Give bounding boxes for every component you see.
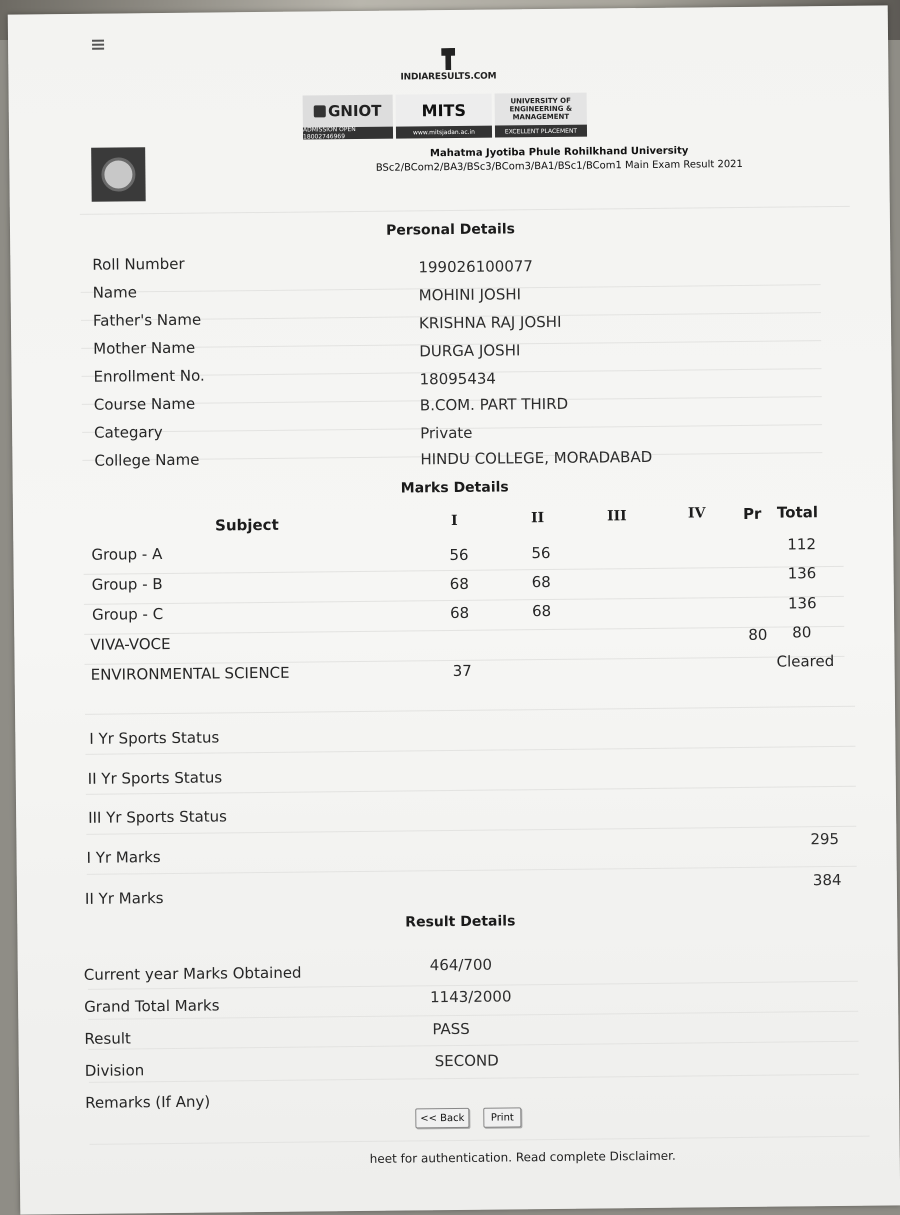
name-value: MOHINI JOSHI	[418, 285, 522, 305]
site-logo[interactable]	[398, 48, 498, 83]
result-details-title: Result Details	[405, 913, 516, 931]
course-name-value: B.COM. PART THIRD	[419, 394, 569, 415]
fathers-name-label: Father's Name	[92, 310, 202, 330]
personal-details-title: Personal Details	[385, 221, 515, 239]
university-name: Mahatma Jyotiba Phule Rohilkhand University	[429, 145, 689, 160]
subject-cell: Group - A	[91, 545, 163, 564]
ad-mits-name: MITS	[421, 100, 467, 120]
col-header-iii: III	[606, 508, 627, 525]
site-name: INDIARESULTS.COM	[400, 71, 497, 83]
col-header-iv: IV	[687, 505, 706, 522]
enrollment-label: Enrollment No.	[93, 366, 205, 386]
total-cell: Cleared	[776, 652, 835, 671]
sports-status-2-label: II Yr Sports Status	[87, 768, 223, 788]
ad-banners	[303, 93, 587, 140]
col-header-pr: Pr	[742, 504, 762, 523]
remarks-label: Remarks (If Any)	[85, 1092, 211, 1112]
mark-ii-cell: 68	[531, 601, 552, 621]
first-year-marks-value: 295	[810, 829, 840, 849]
col-header-i: I	[450, 512, 458, 530]
marks-details-title: Marks Details	[400, 479, 509, 497]
ad-mits[interactable]	[396, 94, 492, 139]
college-name-value: HINDU COLLEGE, MORADABAD	[420, 447, 653, 469]
menu-icon[interactable]	[92, 40, 104, 50]
current-year-marks-label: Current year Marks Obtained	[83, 963, 302, 984]
current-year-marks-value: 464/700	[429, 955, 493, 975]
site-logo-icon	[441, 48, 455, 70]
ad-mits-sub: www.mitsjadan.ac.in	[396, 126, 492, 139]
mark-i-cell: 37	[452, 661, 472, 681]
college-name-label: College Name	[94, 450, 200, 470]
course-name-label: Course Name	[93, 394, 196, 414]
division-label: Division	[84, 1061, 145, 1080]
second-year-marks-value: 384	[812, 870, 842, 890]
mark-i-cell: 56	[449, 545, 469, 565]
col-header-total: Total	[776, 503, 819, 522]
ad-gniot-name: GNIOT	[327, 101, 382, 121]
total-cell: 80	[792, 623, 812, 642]
ad-gniot-sub: ADMISSION OPEN 18002746969	[303, 127, 393, 140]
subject-cell: Group - B	[91, 575, 163, 594]
ad-gniot[interactable]	[303, 95, 393, 140]
roll-number-value: 199026100077	[418, 257, 534, 277]
result-sheet	[8, 5, 900, 1214]
ad-uem-name: UNIVERSITY OF ENGINEERING & MANAGEMENT	[509, 96, 573, 122]
grand-total-label: Grand Total Marks	[84, 996, 220, 1016]
university-header	[349, 145, 769, 174]
exam-title: BSc2/BCom2/BA3/BSc3/BCom3/BA1/BSc1/BCom1 Main Exam Result 2021	[375, 158, 743, 174]
subject-cell: VIVA-VOCE	[90, 634, 171, 654]
subject-cell: ENVIRONMENTAL SCIENCE	[90, 663, 290, 684]
print-button[interactable]: Print	[483, 1107, 521, 1127]
mark-ii-cell: 56	[531, 543, 551, 563]
ad-uem-sub: EXCELLENT PLACEMENT	[495, 125, 587, 138]
mother-name-value: DURGA JOSHI	[419, 341, 521, 361]
mark-ii-cell: 68	[531, 572, 551, 592]
col-header-ii: II	[530, 510, 545, 527]
university-emblem-icon	[91, 147, 146, 202]
mark-i-cell: 68	[449, 574, 469, 594]
disclaimer-text: heet for authentication. Read complete Disclaimer.	[369, 1148, 676, 1166]
second-year-marks-label: II Yr Marks	[84, 889, 164, 908]
category-label: Categary	[94, 423, 163, 442]
grand-total-value: 1143/2000	[429, 987, 512, 1007]
enrollment-value: 18095434	[419, 369, 497, 389]
fathers-name-value: KRISHNA RAJ JOSHI	[418, 312, 562, 333]
sports-status-1-label: I Yr Sports Status	[89, 728, 220, 748]
mark-i-cell: 68	[449, 603, 470, 623]
result-label: Result	[84, 1029, 131, 1048]
division-value: SECOND	[434, 1051, 499, 1071]
total-cell: 136	[787, 564, 817, 583]
first-year-marks-label: I Yr Marks	[86, 848, 161, 867]
ad-uem[interactable]	[495, 93, 587, 138]
back-button[interactable]: << Back	[415, 1108, 469, 1129]
roll-number-label: Roll Number	[92, 254, 185, 274]
name-label: Name	[92, 283, 138, 302]
result-value: PASS	[432, 1019, 470, 1039]
col-header-subject: Subject	[215, 515, 279, 535]
total-cell: 112	[787, 535, 817, 554]
sports-status-3-label: III Yr Sports Status	[88, 807, 228, 827]
subject-cell: Group - C	[91, 605, 164, 624]
mark-pr-cell: 80	[748, 625, 768, 644]
category-value: Private	[420, 423, 473, 443]
gniot-logo-icon	[314, 105, 326, 117]
mother-name-label: Mother Name	[93, 338, 196, 358]
total-cell: 136	[787, 594, 817, 613]
